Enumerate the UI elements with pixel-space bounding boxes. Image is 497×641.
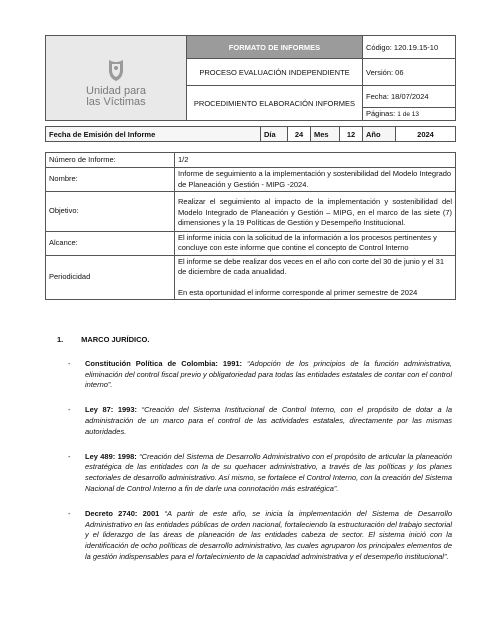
periodicidad-text-2: En esta oportunidad el informe corresponde al primer semestre de 2024: [178, 287, 418, 297]
list-dash: -: [68, 358, 71, 368]
numero-label: Número de Informe:: [46, 153, 175, 168]
procedimiento: PROCEDIMIENTO ELABORACIÓN INFORMES: [187, 86, 363, 121]
alcance-value: El informe inicia con la solicitud de la información a los procesos pertinentes y concluye con este informe que contine el concepto de Control Interno: [175, 231, 456, 255]
document-header: [45, 35, 456, 121]
report-info-table: [45, 152, 456, 300]
day-label: Día: [261, 127, 288, 142]
day-value: 24: [288, 127, 311, 142]
version: Versión: 06: [363, 59, 456, 86]
document-body: [57, 335, 452, 563]
nombre-value: Informe de seguimiento a la implementación y sostenibilidad del Modelo Integrado de Planeación y Gestión - MIPG -2024.: [175, 168, 456, 192]
law-description: “A partir de este año, se inicia la implementación del Sistema de Desarrollo Administrativo en las entidades públicas de orden nacional, fortaleciendo la estructuración del trabajo sectorial y el liderazgo de las áreas de planeación de las entidades cabeza de sector. El sistema inició con la identificación de ocho políticas de desarrollo administrativo, las cuales agruparon los principales elementos de la gestión indispensables para el fortalecimiento de la capacidad administrativa y el desempeño institucional”.: [85, 508, 452, 561]
fecha: Fecha: 18/07/2024: [363, 86, 456, 108]
law-reference: Constitución Política de Colombia: 1991:: [85, 358, 243, 368]
objetivo-value: Realizar el seguimiento al impacto de la implementación y sostenibilidad del Modelo Integrado de Planeación y Gestión – MIPG, en el marco de las siete (7) dimensiones y la 19 Políticas de Gestión y Desempeño Institucional.: [175, 192, 456, 232]
objetivo-label: Objetivo:: [46, 192, 175, 232]
list-dash: -: [68, 451, 71, 461]
numero-value: 1/2: [175, 153, 456, 168]
periodicidad-label: Periodicidad: [46, 255, 175, 300]
list-item: [57, 405, 452, 437]
emission-date-row: [45, 126, 456, 142]
law-reference: Ley 489: 1998:: [85, 451, 137, 461]
nombre-label: Nombre:: [46, 168, 175, 192]
paginas-value: 1 de 13: [397, 111, 419, 119]
law-description: “Adopción de los principios de la función administrativa, eliminación del control fiscal previo y obligatoriedad para todas las entidades estatales de contar con el control interno”.: [85, 358, 452, 390]
proceso: PROCESO EVALUACIÓN INDEPENDIENTE: [187, 59, 363, 86]
list-item: [57, 509, 452, 563]
law-reference: Decreto 2740: 2001: [85, 508, 160, 518]
list-item: [57, 359, 452, 391]
codigo: Código: 120.19.15-10: [363, 36, 456, 59]
periodicidad-value: [175, 255, 456, 300]
section-heading: [57, 335, 452, 346]
alcance-label: Alcance:: [46, 231, 175, 255]
list-dash: -: [68, 405, 71, 415]
month-value: 12: [340, 127, 363, 142]
law-description: “Creación del Sistema de Desarrollo Administrativo con el propósito de articular la planeación estratégica de las entidades con la de su quehacer administrativo, a través de las políticas y los planes sectoriales de desarrollo administrativo. Así mismo, se fortalece el Control Interno, con la creación del Sistema Nacional de Control Interno a fin de darle una connotación más estratégica”.: [85, 451, 452, 493]
logo-text: [49, 86, 183, 108]
logo-cell: [46, 36, 187, 121]
emission-label: Fecha de Emisión del Informe: [46, 127, 261, 142]
logo-line-2: las Víctimas: [86, 96, 146, 108]
paginas-label: Páginas:: [366, 109, 396, 119]
section-number: 1.: [57, 335, 64, 344]
list-dash: -: [68, 508, 71, 518]
law-description: “Creación del Sistema Institucional de Control Interno, con el propósito de dotar a la administración de un marco para el control de las actividades estatales, directamente por las mismas autoridades.: [85, 405, 452, 436]
periodicidad-text-1: El informe se debe realizar dos veces en el año con corte del 30 de junio y el 31 de diciembre de cada anualidad.: [178, 256, 444, 276]
year-label: Año: [363, 127, 396, 142]
logo-line-1: Unidad para: [86, 85, 146, 97]
list-item: [57, 452, 452, 495]
month-label: Mes: [311, 127, 340, 142]
paginas: [363, 107, 456, 121]
section-title: MARCO JURÍDICO.: [81, 335, 150, 344]
form-title: FORMATO DE INFORMES: [187, 36, 363, 59]
law-reference: Ley 87: 1993:: [85, 405, 138, 415]
year-value: 2024: [396, 127, 456, 142]
coat-of-arms-icon: [105, 58, 127, 82]
